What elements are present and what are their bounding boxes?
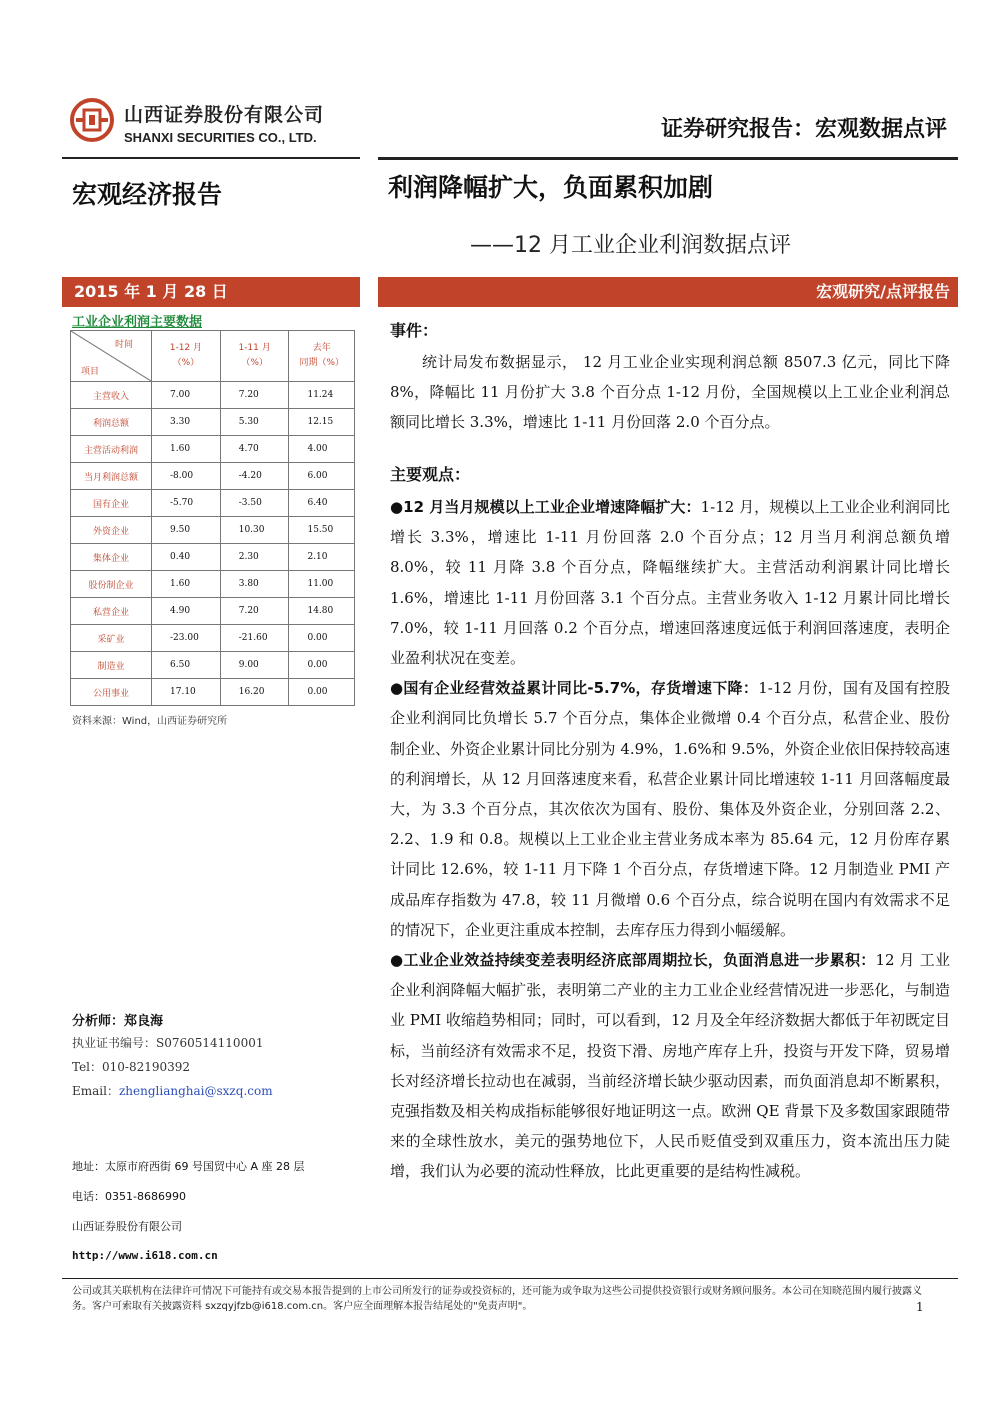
table-row [71,598,355,625]
row-label: 股份制企业 [71,571,152,598]
table-title: 工业企业利润主要数据 [72,315,203,330]
row-label: 利润总额 [71,409,152,436]
views-heading: 主要观点： [390,465,471,484]
cell-last-year: 0.00 [289,679,355,706]
view-paragraph-1 [390,492,950,673]
cell-1-12: 6.50 [152,652,221,679]
cell-1-11: 4.70 [220,436,289,463]
table-row [71,625,355,652]
page-subtitle: ——12 月工业企业利润数据点评 [470,233,791,258]
cell-last-year: 11.00 [289,571,355,598]
column-header-line1: 去年 [312,343,331,353]
table-row [71,409,355,436]
column-header-line1: 1-11 月 [238,343,271,353]
page-title: 利润降幅扩大，负面累积加剧 [388,173,714,202]
view-paragraph-3 [390,945,950,1187]
table-row [71,544,355,571]
page-number: 1 [916,1300,924,1314]
cell-last-year: 11.24 [289,382,355,409]
footer-divider [62,1278,958,1279]
table-row [71,517,355,544]
table-row [71,652,355,679]
view-3-heading: ●工业企业效益持续变差表明经济底部周期拉长，负面消息进一步累积： [390,951,876,970]
cell-1-11: -4.20 [220,463,289,490]
cell-1-11: 16.20 [220,679,289,706]
column-header-line1: 1-12 月 [169,343,203,353]
table-row [71,490,355,517]
profit-data-table [70,330,355,706]
cell-1-11: 5.30 [220,409,289,436]
footer-disclaimer: 公司或其关联机构在法律许可情况下可能持有或交易本报告提到的上市公司所发行的证券或投资标的，还可能为或争取为这些公司提供投资银行或财务顾问服务。本公司在知晓范围内履行披露义务。客户可索取有关披露资料 sxzqyjfzb@i618.com.cn。客户应全面理解本报告结尾处的"免责声明"。 [72,1286,922,1312]
cell-last-year: 6.00 [289,463,355,490]
cell-last-year: 15.50 [289,517,355,544]
column-header-line2: 同期（%） [299,358,345,368]
company-name-footer: 山西证券股份有限公司 [72,1220,182,1233]
column-header [289,331,355,382]
company-name-cn: 山西证券股份有限公司 [124,104,325,126]
cell-1-11: 7.20 [220,598,289,625]
row-label: 主营活动利润 [71,436,152,463]
view-2-heading: ●国有企业经营效益累计同比-5.7%，存货增速下降： [390,679,759,698]
cell-1-12: -23.00 [152,625,221,652]
cell-last-year: 14.80 [289,598,355,625]
cell-1-11: -3.50 [220,490,289,517]
table-row [71,571,355,598]
analyst-tel: Tel：010-82190392 [72,1060,191,1074]
column-header-line2: （%） [172,358,200,368]
report-type: 宏观经济报告 [72,180,223,209]
table-row [71,679,355,706]
cell-1-12: 1.60 [152,571,221,598]
report-date-bar [62,277,360,307]
company-name-en: SHANXI SECURITIES CO., LTD. [124,130,317,145]
cell-1-11: 2.30 [220,544,289,571]
analyst-email-row [72,1082,273,1099]
cell-1-11: 10.30 [220,517,289,544]
views-section [390,492,950,1187]
row-label: 采矿业 [71,625,152,652]
row-label: 主营收入 [71,382,152,409]
analyst-cert: 执业证书编号：S0760514110001 [72,1036,264,1050]
table-corner-cell [71,331,152,382]
row-label: 国有企业 [71,490,152,517]
cell-1-12: 4.90 [152,598,221,625]
corner-item-label: 项目 [81,367,100,377]
analyst-email-label: Email： [72,1084,119,1098]
view-1-heading: ●12 月当月规模以上工业企业增速降幅扩大： [390,498,701,516]
cell-1-12: 7.00 [152,382,221,409]
cell-1-12: 1.60 [152,436,221,463]
event-paragraph: 统计局发布数据显示， 12 月工业企业实现利润总额 8507.3 亿元，同比下降 8%，降幅比 11 月份扩大 3.8 个百分点 1-12 月份，全国规模以上工业企业利润总额同比增长 3.3%，增速比 1-11 月份回落 2.0 个百分点。 [390,353,950,432]
column-header [152,331,221,382]
analyst-name: 分析师：郑良海 [72,1014,164,1029]
event-heading: 事件： [390,321,439,340]
report-category: 宏观研究/点评报告 [816,282,950,301]
row-label: 制造业 [71,652,152,679]
table-source: 资料来源：Wind，山西证券研究所 [72,716,228,727]
row-label: 集体企业 [71,544,152,571]
table-row [71,436,355,463]
table-row [71,382,355,409]
company-logo-icon [70,98,114,142]
view-2-text: 1-12 月份，国有及国有控股企业利润同比负增长 5.7 个百分点，集体企业微增 0.4 个百分点，私营企业、股份制企业、外资企业累计同比分别为 4.9%，1.6%和 9.5%，外资企业依旧保持较高速的利润增长，从 12 月回落速度来看，私营企业累计同比增速较 1-11 月回落幅度最大，为 3.3 个百分点，其次依次为国有、股份、集体及外资企业，分别回落 2.2、2.2、1.9 和 0.8。规模以上工业企业主营业务成本率为 85.64 元，12 月份库存累计同比 12.6%，较 1-11 月下降 1 个百分点，存货增速下降。12 月制造业 PMI 产成品库存指数为 47.8，较 11 月微增 0.6 个百分点，综合说明在国内有效需求不足的情况下，企业更注重成本控制，去库存压力得到小幅缓解。 [390,679,951,939]
company-website-link[interactable]: http://www.i618.com.cn [72,1249,218,1262]
cell-last-year: 6.40 [289,490,355,517]
cell-last-year: 0.00 [289,652,355,679]
cell-1-11: -21.60 [220,625,289,652]
view-1-text: 1-12 月，规模以上工业企业利润同比增长 3.3%，增速比 1-11 月份回落 2.0 个百分点；12 月当月利润总额负增 8.0%，较 11 月降 3.8 个百分点，降幅继续扩大。主营活动利润累计同比增长 1.6%，增速比 1-11 月份回落 3.1 个百分点。主营业务收入 1-12 月累计同比增长 7.0%，较 1-11 月回落 0.2 个百分点，增速回落速度远低于利润回落速度，表明企业盈利状况在变差。 [390,498,951,668]
cell-1-12: -8.00 [152,463,221,490]
row-label: 外资企业 [71,517,152,544]
view-paragraph-2 [390,673,950,945]
corner-time-label: 时间 [114,340,133,350]
cell-last-year: 4.00 [289,436,355,463]
company-address: 地址：太原市府西街 69 号国贸中心 A 座 28 层 [72,1160,305,1173]
cell-1-12: -5.70 [152,490,221,517]
cell-1-12: 9.50 [152,517,221,544]
cell-last-year: 12.15 [289,409,355,436]
cell-1-12: 0.40 [152,544,221,571]
cell-1-12: 17.10 [152,679,221,706]
company-phone: 电话：0351-8686990 [72,1190,186,1203]
row-label: 公用事业 [71,679,152,706]
analyst-email-link[interactable]: zhenglianghai@sxzq.com [118,1084,273,1098]
cell-1-12: 3.30 [152,409,221,436]
cell-1-11: 7.20 [220,382,289,409]
report-category-bar [378,277,958,307]
row-label: 私营企业 [71,598,152,625]
cell-1-11: 9.00 [220,652,289,679]
table-header-row [71,331,355,382]
report-date: 2015 年 1 月 28 日 [74,282,228,301]
cell-last-year: 2.10 [289,544,355,571]
row-label: 当月利润总额 [71,463,152,490]
report-series: 证券研究报告：宏观数据点评 [660,117,947,142]
header-divider-left [62,157,360,159]
view-3-text: 12 月 工业企业利润降幅大幅扩张，表明第二产业的主力工业企业经营情况进一步恶化，与制造业 PMI 收缩趋势相同；同时，可以看到，12 月及全年经济数据大都低于年初既定目标，当前经济有效需求不足，投资下滑、房地产库存上升，投资与开发下降，贸易增长对经济增长拉动也在减弱，当前经济增长缺少驱动因素，而负面消息却不断累积，克强指数及相关构成指标能够很好地证明这一点。欧洲 QE 背景下及多数国家跟随带来的全球性放水，美元的强势地位下，人民币贬值受到双重压力，资本流出压力陡增，我们认为必要的流动性释放，比此更重要的是结构性减税。 [390,951,950,1181]
table-row [71,463,355,490]
header-divider-right [378,157,958,160]
cell-last-year: 0.00 [289,625,355,652]
column-header [220,331,289,382]
column-header-line2: （%） [241,358,268,368]
cell-1-11: 3.80 [220,571,289,598]
table-body [71,382,355,706]
